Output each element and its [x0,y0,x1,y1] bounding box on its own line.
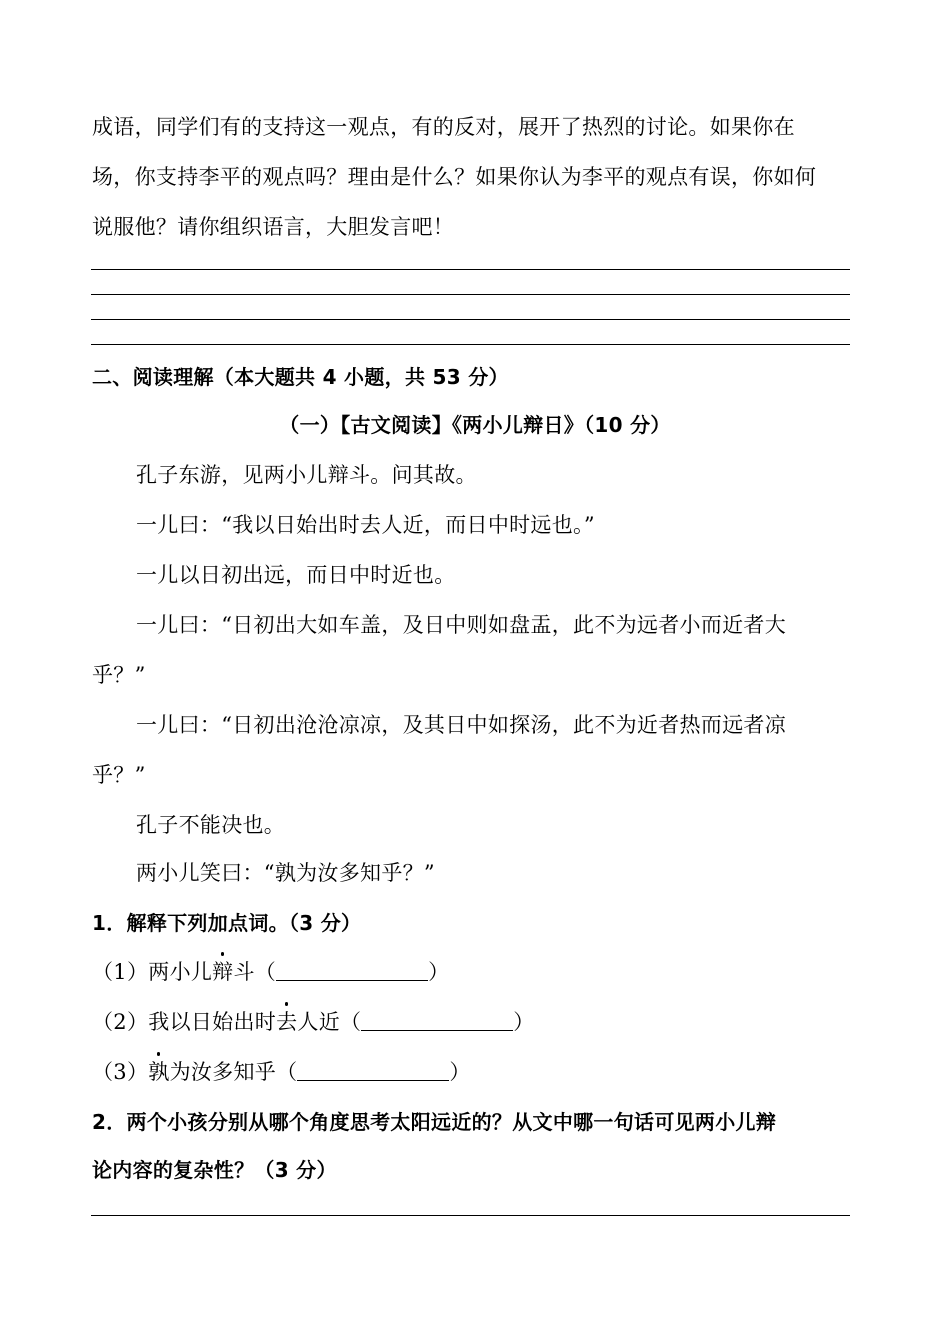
passage-line-2: 一儿曰：“我以日始出时去人近，而日中时远也。” [136,513,595,537]
item-close: ） [449,1060,471,1084]
passage-line-4b: 乎？” [92,663,146,687]
question-1-item [92,957,449,987]
section-subtitle: （一）【古文阅读】《两小儿辩日》（10 分） [279,413,671,437]
item-number: （2） [92,1010,149,1034]
answer-blank[interactable] [297,1058,449,1081]
item-text: 人近（ [297,1010,362,1034]
answer-blank[interactable] [276,958,428,981]
item-close: ） [428,960,450,984]
answer-rule-5[interactable] [91,1215,850,1216]
item-text: 为汝多知乎（ [169,1060,298,1084]
dotted-char: 辩 [212,957,233,987]
passage-line-1: 孔子东游，见两小儿辩斗。问其故。 [136,463,477,487]
passage-line-6: 孔子不能决也。 [136,813,286,837]
question-1-item [92,1057,471,1087]
item-text: 两小儿 [148,960,213,984]
item-text: 我以日始出时 [148,1010,277,1034]
passage-line-4a: 一儿曰：“日初出大如车盖，及日中则如盘盂，此不为远者小而近者大 [136,613,787,637]
item-text: 斗（ [233,960,277,984]
dotted-char: 去 [276,1007,297,1037]
item-close: ） [513,1010,535,1034]
question-2-line-1: 2．两个小孩分别从哪个角度思考太阳远近的？从文中哪一句话可见两小儿辩 [92,1110,777,1134]
answer-rule-1[interactable] [91,269,850,270]
intro-line-3: 说服他？请你组织语言，大胆发言吧！ [92,215,455,239]
passage-line-3: 一儿以日初出远，而日中时近也。 [136,563,456,587]
answer-rule-4[interactable] [91,344,850,345]
item-number: （3） [92,1060,149,1084]
section-title: 二、阅读理解（本大题共 4 小题，共 53 分） [92,365,509,389]
answer-rule-3[interactable] [91,319,850,320]
answer-blank[interactable] [361,1008,513,1031]
passage-line-5a: 一儿曰：“日初出沧沧凉凉，及其日中如探汤，此不为近者热而远者凉 [136,713,787,737]
dotted-char: 孰 [148,1057,169,1087]
question-1-title: 1．解释下列加点词。（3 分） [92,911,362,935]
intro-line-2: 场，你支持李平的观点吗？理由是什么？如果你认为李平的观点有误，你如何 [92,165,817,189]
intro-line-1: 成语，同学们有的支持这一观点，有的反对，展开了热烈的讨论。如果你在 [92,115,795,139]
item-number: （1） [92,960,149,984]
passage-line-7: 两小儿笑曰：“孰为汝多知乎？” [136,861,435,885]
answer-rule-2[interactable] [91,294,850,295]
question-1-item [92,1007,535,1037]
passage-line-5b: 乎？” [92,763,146,787]
question-2-line-2: 论内容的复杂性？（3 分） [92,1158,337,1182]
